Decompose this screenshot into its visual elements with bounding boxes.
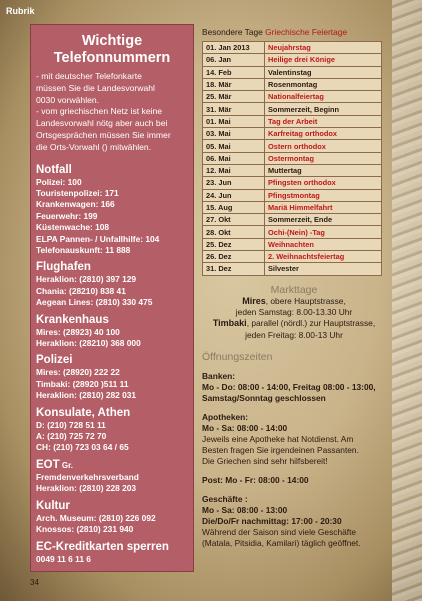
- market-line-text: , obere Hauptstrasse,: [265, 295, 346, 306]
- holiday-date: 01. Mai: [203, 115, 265, 127]
- holiday-row: [203, 164, 382, 176]
- section-title: [36, 164, 188, 176]
- holiday-row: [203, 251, 382, 263]
- hours-line: Besten fragen Sie irgendeinen Passanten.: [202, 445, 359, 456]
- holiday-date: 25. Mär: [203, 91, 265, 103]
- intro-text: [36, 71, 188, 154]
- holiday-row: [203, 128, 382, 140]
- holiday-row: [203, 54, 382, 66]
- holiday-row: [203, 201, 382, 213]
- intro-line: Ortsgesprächen müssen Sie immer: [36, 129, 171, 140]
- market-line: jeden Freitag: 8.00-13 Uhr: [245, 329, 343, 340]
- phone-line: ELPA Pannen- / Unfallhilfe: 104: [36, 233, 160, 244]
- holiday-name: Pfingstmontag: [265, 189, 382, 201]
- holiday-name: Weihnachten: [265, 238, 382, 250]
- hours-line: Banken:: [202, 371, 236, 382]
- phone-line: Mires: (28923) 40 100: [36, 326, 120, 337]
- holiday-name: Rosenmontag: [265, 78, 382, 90]
- holiday-date: 18. Mär: [203, 78, 265, 90]
- intro-line: Landesvorwahl nötg aber auch bei: [36, 118, 168, 129]
- holiday-date: 05. Mai: [203, 140, 265, 152]
- market-line: [202, 296, 386, 307]
- phone-line: Heraklion: (2810) 397 129: [36, 274, 137, 285]
- section-title-text: Konsulate, Athen: [36, 406, 131, 419]
- section-title-text: Flughafen: [36, 261, 91, 274]
- hours-line: (Matala, Pitsidia, Kamilari) täglich geöffnet.: [202, 538, 361, 549]
- section-title-text: EC-Kreditkarten sperren: [36, 540, 169, 553]
- holiday-date: 23. Jun: [203, 177, 265, 189]
- hours-line: Mo - Do: 08:00 - 14:00, Freitag 08:00 - 13:00,: [202, 382, 376, 393]
- hours-line: Die Griechen sind sehr hilfsbereit!: [202, 456, 328, 467]
- holiday-name: Ochi-(Nein) -Tag: [265, 226, 382, 238]
- hours-line: Jeweils eine Apotheke hat Notdienst. Am: [202, 434, 354, 445]
- phone-line: Aegean Lines: (2810) 330 475: [36, 297, 153, 308]
- holiday-row: [203, 140, 382, 152]
- holiday-name: Sommerzeit, Beginn: [265, 103, 382, 115]
- market-line: [202, 318, 386, 329]
- holiday-name: Pfingsten orthodox: [265, 177, 382, 189]
- holiday-date: 28. Okt: [203, 226, 265, 238]
- phone-line: Polizei: 100: [36, 176, 82, 187]
- section-title: [36, 407, 188, 419]
- holidays-table: [202, 41, 382, 276]
- phone-line: Krankenwagen: 166: [36, 199, 115, 210]
- holidays-heading-red: Griechische Feiertage: [265, 27, 348, 37]
- holiday-row: [203, 226, 382, 238]
- holiday-name: Muttertag: [265, 164, 382, 176]
- hours-line: Samstag/Sonntag geschlossen: [202, 393, 326, 404]
- holiday-date: 06. Jan: [203, 54, 265, 66]
- phone-line: Knossos: (2810) 231 940: [36, 524, 134, 535]
- panel-title-line2: Telefonnummern: [53, 50, 171, 66]
- phone-line: Heraklion: (2810) 228 203: [36, 483, 137, 494]
- holiday-row: [203, 189, 382, 201]
- intro-line: die Orts-Vorwahl () mitwählen.: [36, 141, 152, 152]
- holiday-row: [203, 103, 382, 115]
- section-title: [36, 261, 188, 273]
- phone-line: Chania: (28210) 838 41: [36, 285, 126, 296]
- hours-line: Während der Saison sind viele Geschäfte: [202, 527, 357, 538]
- rope-decoration: [392, 0, 422, 601]
- hours-line: Die/Do/Fr nachmittag: 17:00 - 20:30: [202, 516, 342, 527]
- holiday-row: [203, 238, 382, 250]
- holiday-date: 31. Dez: [203, 263, 265, 275]
- phone-line: Heraklion: (2810) 282 031: [36, 390, 137, 401]
- panel-title: [36, 33, 188, 67]
- phone-line: Küstenwache: 108: [36, 222, 110, 233]
- right-column: [202, 27, 386, 549]
- intro-line: - vom griechischen Netz ist keine: [36, 106, 163, 117]
- holiday-date: 01. Jan 2013: [203, 42, 265, 54]
- phone-line: D: (210) 728 51 11: [36, 419, 106, 430]
- hours-line: Post: Mo - Fr: 08:00 - 14:00: [202, 475, 309, 486]
- holiday-name: Nationalfeiertag: [265, 91, 382, 103]
- holiday-name: Neujahrstag: [265, 42, 382, 54]
- phone-line: Timbaki: (28920 )511 11: [36, 378, 129, 389]
- section-title: [36, 541, 188, 553]
- phone-line: 0049 11 6 11 6: [36, 553, 91, 564]
- holiday-date: 26. Dez: [203, 251, 265, 263]
- section-label: Rubrik: [6, 6, 35, 16]
- phone-line: Mires: (28920) 222 22: [36, 367, 120, 378]
- opening-hours-title: Öffnungszeiten: [202, 351, 273, 364]
- hours-line: Mo - Sa: 08:00 - 13:00: [202, 505, 288, 516]
- holiday-name: Sommerzeit, Ende: [265, 214, 382, 226]
- holiday-name: Ostern orthodox: [265, 140, 382, 152]
- page-number: 34: [30, 578, 39, 587]
- holiday-row: [203, 177, 382, 189]
- section-title: [36, 500, 188, 512]
- holiday-date: 06. Mai: [203, 152, 265, 164]
- phone-line: Fremdenverkehrsverband: [36, 471, 139, 482]
- section-title-suffix: Gr.: [59, 460, 73, 470]
- phone-line: CH: (210) 723 03 64 / 65: [36, 442, 129, 453]
- section-title: [36, 459, 188, 471]
- section-title: [36, 354, 188, 366]
- panel-title-line1: Wichtige: [81, 33, 143, 49]
- phone-line: A: (210) 725 72 70: [36, 431, 107, 442]
- phone-line: Heraklion: (28210) 368 000: [36, 338, 141, 349]
- holiday-row: [203, 91, 382, 103]
- holiday-name: Ostermontag: [265, 152, 382, 164]
- holiday-name: 2. Weihnachtsfeiertag: [265, 251, 382, 263]
- market-place-mires: Mires: [242, 295, 266, 306]
- market-place-timbaki: Timbaki: [212, 318, 247, 329]
- intro-line: - mit deutscher Telefonkarte: [36, 71, 142, 81]
- holiday-name: Karfreitag orthodox: [265, 128, 382, 140]
- section-title-text: Polizei: [36, 354, 73, 367]
- holiday-date: 03. Mai: [203, 128, 265, 140]
- intro-line: müssen Sie die Landesvorwahl: [36, 82, 155, 93]
- holiday-date: 27. Okt: [203, 214, 265, 226]
- holiday-row: [203, 115, 382, 127]
- market-title: Markttage: [270, 283, 318, 296]
- phone-line: Arch. Museum: (2810) 226 092: [36, 512, 156, 523]
- holiday-name: Tag der Arbeit: [265, 115, 382, 127]
- intro-line: 0030 vorwählen.: [36, 94, 100, 105]
- hours-line: Apotheken:: [202, 412, 249, 423]
- holiday-date: 14. Feb: [203, 66, 265, 78]
- holiday-row: [203, 42, 382, 54]
- holiday-row: [203, 214, 382, 226]
- holiday-row: [203, 263, 382, 275]
- phone-numbers-panel: [30, 24, 194, 572]
- holiday-name: Heilige drei Könige: [265, 54, 382, 66]
- market-days: [202, 284, 386, 342]
- hours-line: Geschäfte :: [202, 494, 248, 505]
- holidays-heading: [202, 27, 386, 39]
- holiday-name: Silvester: [265, 263, 382, 275]
- market-line: jeden Samstag: 8.00-13.30 Uhr: [235, 307, 353, 318]
- hours-line: Mo - Sa: 08:00 - 14:00: [202, 423, 288, 434]
- holiday-date: 25. Dez: [203, 238, 265, 250]
- phone-line: Telefonauskunft: 11 888: [36, 245, 131, 256]
- holiday-name: Valentinstag: [265, 66, 382, 78]
- holiday-date: 31. Mär: [203, 103, 265, 115]
- phone-sections: [36, 164, 188, 565]
- holiday-row: [203, 152, 382, 164]
- market-line-text: , parallel (nördl.) zur Hauptstrasse,: [246, 318, 376, 329]
- section-title-text: Kultur: [36, 499, 70, 512]
- holiday-name: Mariä Himmelfahrt: [265, 201, 382, 213]
- holiday-row: [203, 66, 382, 78]
- section-title: [36, 314, 188, 326]
- holiday-row: [203, 78, 382, 90]
- section-title-text: Krankenhaus: [36, 313, 109, 326]
- holidays-heading-prefix: Besondere Tage: [202, 27, 266, 37]
- section-title-text: Notfall: [36, 163, 72, 176]
- phone-line: Feuerwehr: 199: [36, 210, 98, 221]
- phone-line: Touristenpolizei: 171: [36, 187, 119, 198]
- section-title-text: EOT: [36, 458, 60, 471]
- holiday-date: 15. Aug: [203, 201, 265, 213]
- holiday-date: 24. Jun: [203, 189, 265, 201]
- holiday-date: 12. Mai: [203, 164, 265, 176]
